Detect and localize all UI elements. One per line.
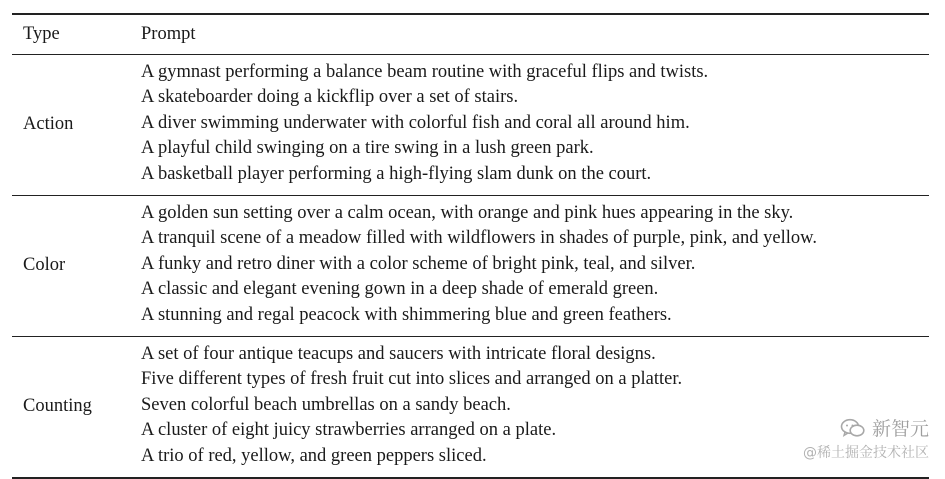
prompt-cell-action [129, 54, 929, 195]
watermark [803, 414, 929, 462]
prompt-line: A trio of red, yellow, and green peppers sliced. [141, 445, 487, 466]
type-cell-counting: Counting [23, 395, 92, 416]
prompt-line: A classic and elegant evening gown in a deep shade of emerald green. [141, 279, 659, 300]
prompt-line: A funky and retro diner with a color scheme of bright pink, teal, and silver. [141, 253, 696, 274]
prompt-line: A tranquil scene of a meadow filled with wildflowers in shades of purple, pink, and yellow. [141, 228, 817, 249]
watermark-brand-text: 新智元 [871, 418, 929, 440]
prompt-line: A diver swimming underwater with colorful fish and coral all around him. [141, 112, 690, 133]
prompt-line: A golden sun setting over a calm ocean, with orange and pink hues appearing in the sky. [141, 202, 794, 223]
prompt-line: A basketball player performing a high-flying slam dunk on the court. [141, 163, 652, 184]
prompt-line: A set of four antique teacups and saucers with intricate floral designs. [141, 343, 656, 364]
header-row [12, 14, 929, 54]
prompt-line: A gymnast performing a balance beam routine with graceful flips and twists. [141, 61, 709, 82]
prompt-line: A skateboarder doing a kickflip over a set of stairs. [141, 87, 519, 108]
wechat-icon [840, 418, 866, 438]
type-cell-action: Action [23, 113, 74, 134]
watermark-brand [803, 414, 929, 441]
group-row-action [12, 54, 929, 195]
prompt-table [12, 13, 929, 479]
table-header [12, 14, 929, 54]
prompt-table-container [12, 13, 929, 479]
prompt-line: Seven colorful beach umbrellas on a sandy beach. [141, 394, 511, 415]
group-row-color [12, 195, 929, 336]
watermark-source: @稀土掘金技术社区 [803, 445, 929, 461]
prompt-line: A cluster of eight juicy strawberries arranged on a plate. [141, 420, 557, 441]
prompt-line: A stunning and regal peacock with shimmering blue and green feathers. [141, 304, 672, 325]
table-body [12, 54, 929, 477]
type-cell-color: Color [23, 254, 66, 275]
prompt-cell-color [129, 195, 929, 336]
prompt-line: Five different types of fresh fruit cut into slices and arranged on a platter. [141, 369, 683, 390]
header-prompt: Prompt [141, 24, 196, 44]
header-type: Type [23, 24, 60, 44]
group-row-counting [12, 336, 929, 477]
prompt-line: A playful child swinging on a tire swing in a lush green park. [141, 138, 594, 159]
